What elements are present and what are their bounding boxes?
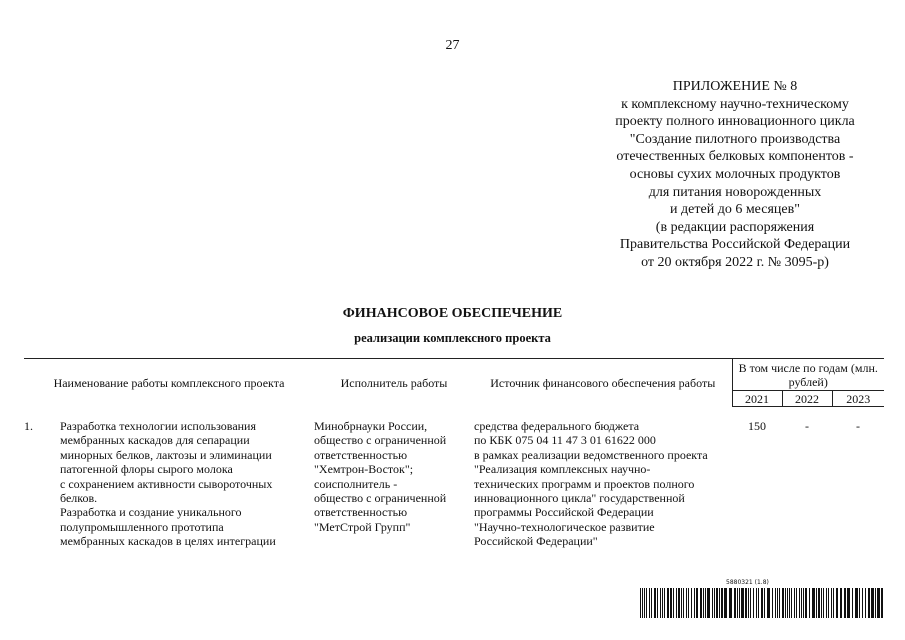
barcode-bar — [734, 588, 736, 618]
source-cell — [474, 419, 732, 549]
appendix-line: Правительства Российской Федерации — [619, 237, 851, 253]
value-2023: - — [856, 419, 860, 433]
work-line: полупромышленного прототипа — [60, 519, 224, 534]
barcode-bar — [805, 588, 807, 618]
source-line: программы Российской Федерации — [474, 505, 654, 520]
barcode-bar — [673, 588, 674, 618]
work-line: белков. — [60, 491, 98, 506]
value-2022: - — [805, 419, 809, 433]
barcode-bar — [881, 588, 883, 618]
source-line: "Реализация комплексных научно- — [474, 462, 651, 477]
barcode-bar — [688, 588, 689, 618]
barcode-bar — [844, 588, 846, 618]
barcode-bar — [646, 588, 647, 618]
barcode-bar — [868, 588, 870, 618]
barcode-bar — [707, 588, 710, 618]
header-year-2021: 2021 — [732, 391, 782, 407]
source-line: в рамках реализации ведомственного проекта — [474, 447, 708, 462]
barcode-bar — [712, 588, 713, 618]
barcode-bar — [644, 588, 645, 618]
work-line: минорных белков, лактозы и элиминации — [60, 447, 272, 462]
barcode-bar — [767, 588, 770, 618]
barcode-bar — [745, 588, 747, 618]
barcode-bar — [852, 588, 853, 618]
barcode-bar — [809, 588, 810, 618]
barcode-bar — [739, 588, 740, 618]
barcode-bar — [681, 588, 682, 618]
barcode-bar — [794, 588, 795, 618]
work-line: мембранных каскадов в целях интеграции — [60, 534, 276, 549]
appendix-line: (в редакции распоряжения — [655, 219, 815, 235]
barcode-bar — [877, 588, 880, 618]
barcode-bar — [818, 588, 820, 618]
header-executor: Исполнитель работы — [314, 359, 474, 407]
barcode-bar — [654, 588, 656, 618]
executor-cell — [314, 419, 474, 549]
barcode-bar — [823, 588, 824, 618]
barcode-bar — [649, 588, 650, 618]
barcode-bar — [686, 588, 687, 618]
barcode-bar — [676, 588, 677, 618]
barcode-bar — [875, 588, 876, 618]
barcode-bar — [764, 588, 765, 618]
source-line: по КБК 075 04 11 47 3 01 61622 000 — [474, 433, 656, 448]
barcode-bar — [716, 588, 718, 618]
barcode-bar — [719, 588, 720, 618]
appendix-line: и детей до 6 месяцев" — [670, 202, 800, 218]
barcode-bar — [836, 588, 838, 618]
barcode-bar — [651, 588, 652, 618]
header-work-name: Наименование работы комплексного проекта — [24, 359, 314, 407]
header-year-2023: 2023 — [832, 391, 884, 407]
barcode-bar — [724, 588, 727, 618]
executor-line: "МетСтрой Групп" — [314, 519, 411, 534]
work-line: Разработка технологии использования — [60, 419, 257, 433]
barcode-bar — [683, 588, 684, 618]
barcode-bar — [662, 588, 663, 618]
barcode-bar — [812, 588, 815, 618]
barcode-bar — [791, 588, 792, 618]
barcode-bar — [826, 588, 827, 618]
source-line: технических программ и проектов полного — [474, 476, 695, 491]
barcode-bar — [664, 588, 665, 618]
header-years-group: В том числе по годам (млн. рублей) — [732, 359, 884, 391]
source-line: Российской Федерации" — [474, 534, 598, 549]
barcode-bar — [833, 588, 834, 618]
value-2021: 150 — [748, 419, 766, 433]
work-line: Разработка и создание уникального — [60, 505, 242, 520]
barcode-bar — [748, 588, 749, 618]
appendix-line: для питания новорожденных — [648, 184, 822, 200]
barcode-bar — [694, 588, 695, 618]
barcode-bar — [787, 588, 788, 618]
appendix-line: "Создание пилотного производства — [629, 131, 841, 147]
appendix-line: отечественных белковых компонентов - — [616, 149, 854, 165]
barcode-bar — [691, 588, 692, 618]
barcode-bar — [777, 588, 778, 618]
table-row — [24, 419, 884, 549]
barcode-bar — [772, 588, 773, 618]
barcode-bar — [789, 588, 790, 618]
barcode-bar — [756, 588, 757, 618]
barcode-bar — [678, 588, 680, 618]
barcode-bar — [782, 588, 784, 618]
source-line: средства федерального бюджета — [474, 419, 640, 433]
barcode-bar — [847, 588, 850, 618]
financing-table — [24, 358, 884, 549]
work-line: мембранных каскадов для сепарации — [60, 433, 250, 448]
page-number: 27 — [445, 38, 460, 53]
barcode-bar — [865, 588, 866, 618]
barcode-bar — [670, 588, 672, 618]
barcode-bar — [831, 588, 832, 618]
executor-line: Минобрнауки России, — [314, 419, 428, 433]
work-cell — [24, 419, 314, 549]
header-year-2022: 2022 — [782, 391, 832, 407]
barcode-bar — [700, 588, 702, 618]
barcode-label: 5880321 (1.8) — [726, 579, 769, 586]
barcode-image — [640, 588, 884, 618]
barcode-bar — [801, 588, 802, 618]
barcode-bar — [660, 588, 661, 618]
barcode-bar — [640, 588, 641, 618]
work-line: с сохранением активности сывороточных — [60, 476, 273, 491]
executor-line: ответственностью — [314, 505, 408, 520]
barcode-bar — [775, 588, 776, 618]
barcode-bar — [696, 588, 698, 618]
executor-line: ответственностью — [314, 447, 408, 462]
header-source: Источник финансового обеспечения работы — [474, 359, 732, 407]
executor-line: общество с ограниченной — [314, 491, 447, 506]
barcode-bar — [862, 588, 863, 618]
appendix-line: ПРИЛОЖЕНИЕ № 8 — [672, 79, 798, 94]
appendix-line: проекту полного инновационного цикла — [615, 114, 855, 130]
row-number: 1. — [24, 419, 33, 433]
appendix-line: от 20 октября 2022 г. № 3095-р) — [641, 254, 829, 270]
document-subtitle: реализации комплексного проекта — [354, 331, 551, 345]
document-title: ФИНАНСОВОЕ ОБЕСПЕЧЕНИЕ — [342, 306, 563, 321]
barcode-bar — [705, 588, 706, 618]
executor-line: общество с ограниченной — [314, 433, 447, 448]
barcode-bar — [796, 588, 797, 618]
barcode-bar — [657, 588, 658, 618]
barcode-bar — [779, 588, 780, 618]
barcode-bar — [667, 588, 669, 618]
barcode-bar — [799, 588, 800, 618]
barcode-bar — [803, 588, 804, 618]
barcode-bar — [741, 588, 744, 618]
barcode-bar — [785, 588, 786, 618]
source-line: "Научно-технологическое развитие — [474, 519, 655, 534]
barcode-bar — [642, 588, 643, 618]
barcode-bar — [761, 588, 763, 618]
barcode-bar — [855, 588, 858, 618]
executor-line: соисполнитель - — [314, 476, 398, 491]
barcode-bar — [729, 588, 732, 618]
barcode-bar — [816, 588, 817, 618]
appendix-line: основы сухих молочных продуктов — [629, 166, 841, 182]
barcode-bar — [871, 588, 874, 618]
barcode-bar — [703, 588, 704, 618]
barcode-bar — [828, 588, 829, 618]
barcode-bar — [750, 588, 751, 618]
source-line: инновационного цикла" государственной — [474, 491, 685, 506]
executor-line: "Хемтрон-Восток"; — [314, 462, 414, 477]
barcode-bar — [859, 588, 860, 618]
appendix-line: к комплексному научно-техническому — [621, 96, 849, 112]
barcode-bar — [737, 588, 738, 618]
appendix-block — [585, 78, 885, 272]
barcode-bar — [753, 588, 754, 618]
barcode-bar — [721, 588, 723, 618]
barcode-bar — [758, 588, 759, 618]
barcode-bar — [840, 588, 842, 618]
work-line: патогенной флоры сырого молока — [60, 462, 233, 477]
barcode-bar — [821, 588, 822, 618]
barcode-bar — [714, 588, 715, 618]
